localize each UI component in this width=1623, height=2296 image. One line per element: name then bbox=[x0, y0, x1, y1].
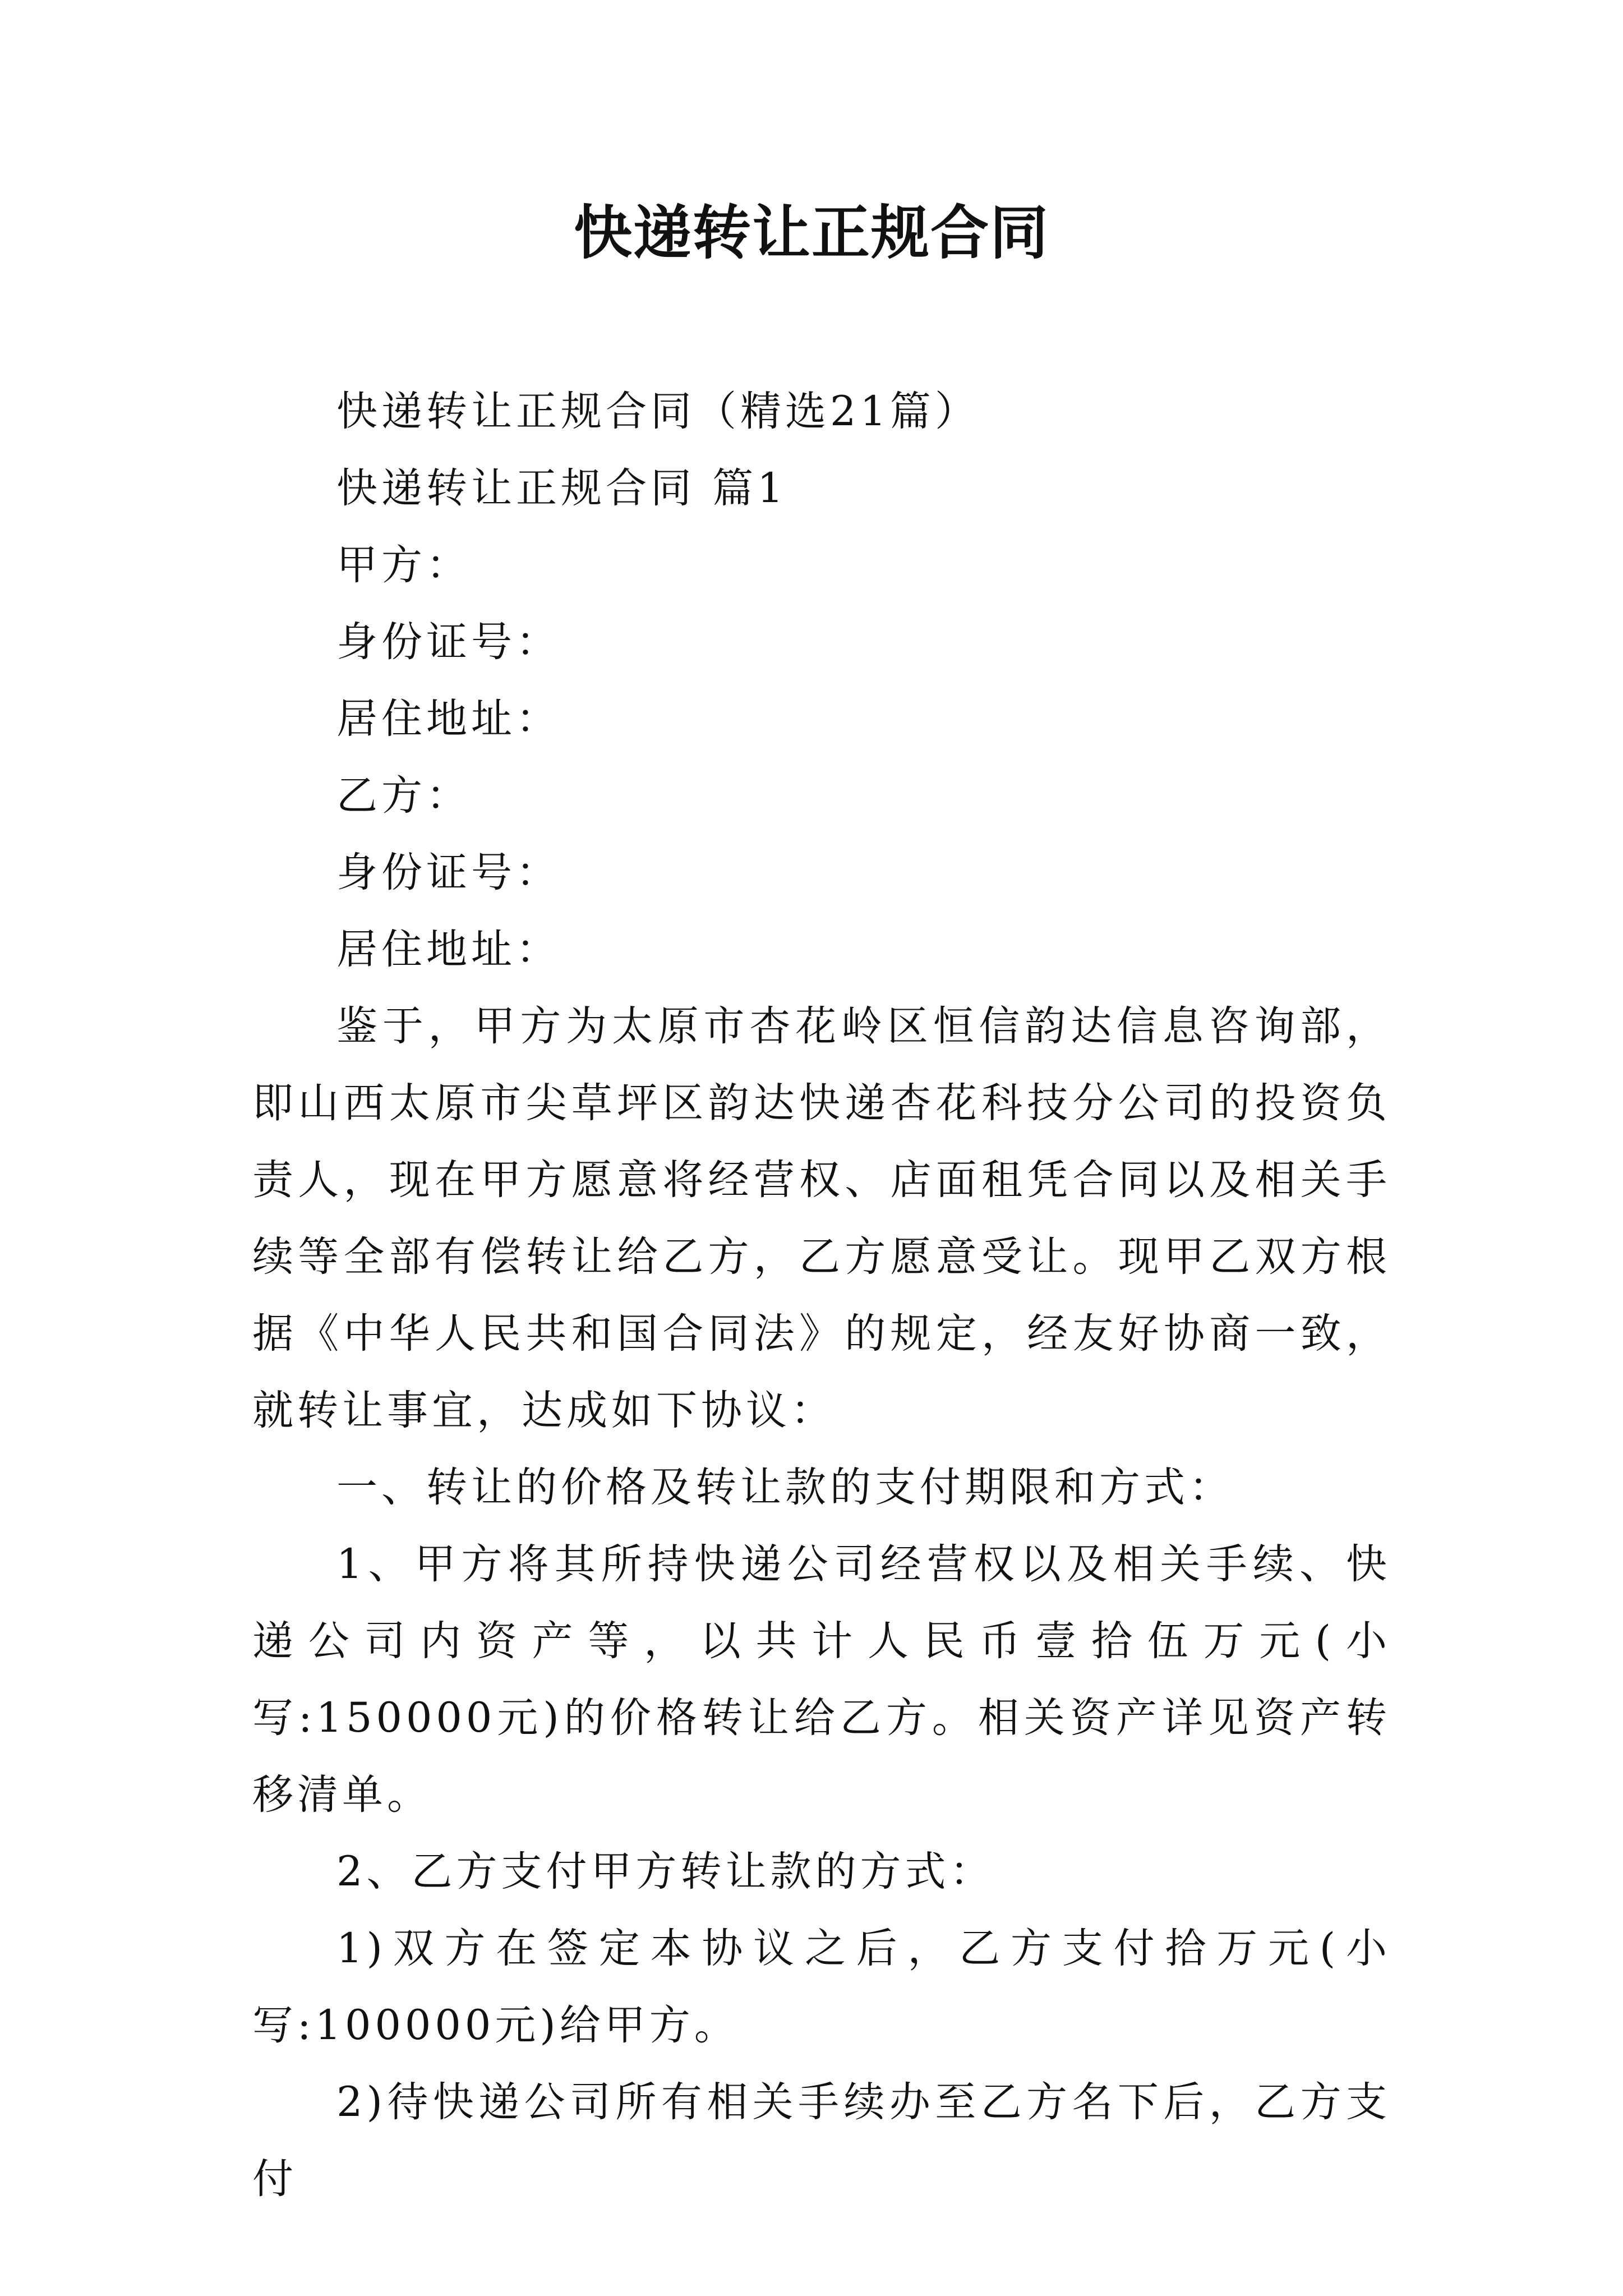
party-a-address-label: 居住地址： bbox=[336, 695, 561, 743]
party-a-id-label: 身份证号： bbox=[336, 618, 561, 666]
body-paragraph-clause-2-2: 2)待快递公司所有相关手续办至乙方名下后，乙方支付 bbox=[252, 2078, 1391, 2203]
body-paragraph-subtitle: 快递转让正规合同（精选21篇） bbox=[336, 388, 980, 435]
party-b-label: 乙方： bbox=[336, 772, 471, 820]
body-paragraph-clause-2-1: 1)双方在签定本协议之后，乙方支付拾万元(小写:100000元)给甲方。 bbox=[252, 1925, 1391, 2049]
party-a-label: 甲方： bbox=[336, 541, 471, 589]
document-body bbox=[252, 373, 1391, 2217]
body-paragraph-recital: 鉴于，甲方为太原市杏花岭区恒信韵达信息咨询部，即山西太原市尖草坪区韵达快递杏花科技分公司的投资负责人，现在甲方愿意将经营权、店面租凭合同以及相关手续等全部有偿转让给乙方，乙方愿意受让。现甲乙双方根据《中华人民共和国合同法》的规定，经友好协商一致，就转让事宜，达成如下协议： bbox=[252, 1002, 1391, 1434]
document-title: 快递转让正规合同 bbox=[573, 198, 1049, 267]
body-paragraph-clause-1: 1、甲方将其所持快递公司经营权以及相关手续、快递公司内资产等，以共计人民币壹拾伍万元(小写:150000元)的价格转让给乙方。相关资产详见资产转移清单。 bbox=[252, 1540, 1391, 1819]
body-paragraph-clause-heading: 一、转让的价格及转让款的支付期限和方式： bbox=[336, 1464, 1234, 1511]
body-paragraph-section-heading: 快递转让正规合同 篇1 bbox=[336, 464, 787, 512]
party-b-id-label: 身份证号： bbox=[336, 849, 561, 896]
body-paragraph-clause-2: 2、乙方支付甲方转让款的方式： bbox=[336, 1848, 995, 1895]
party-b-address-label: 居住地址： bbox=[336, 926, 561, 973]
